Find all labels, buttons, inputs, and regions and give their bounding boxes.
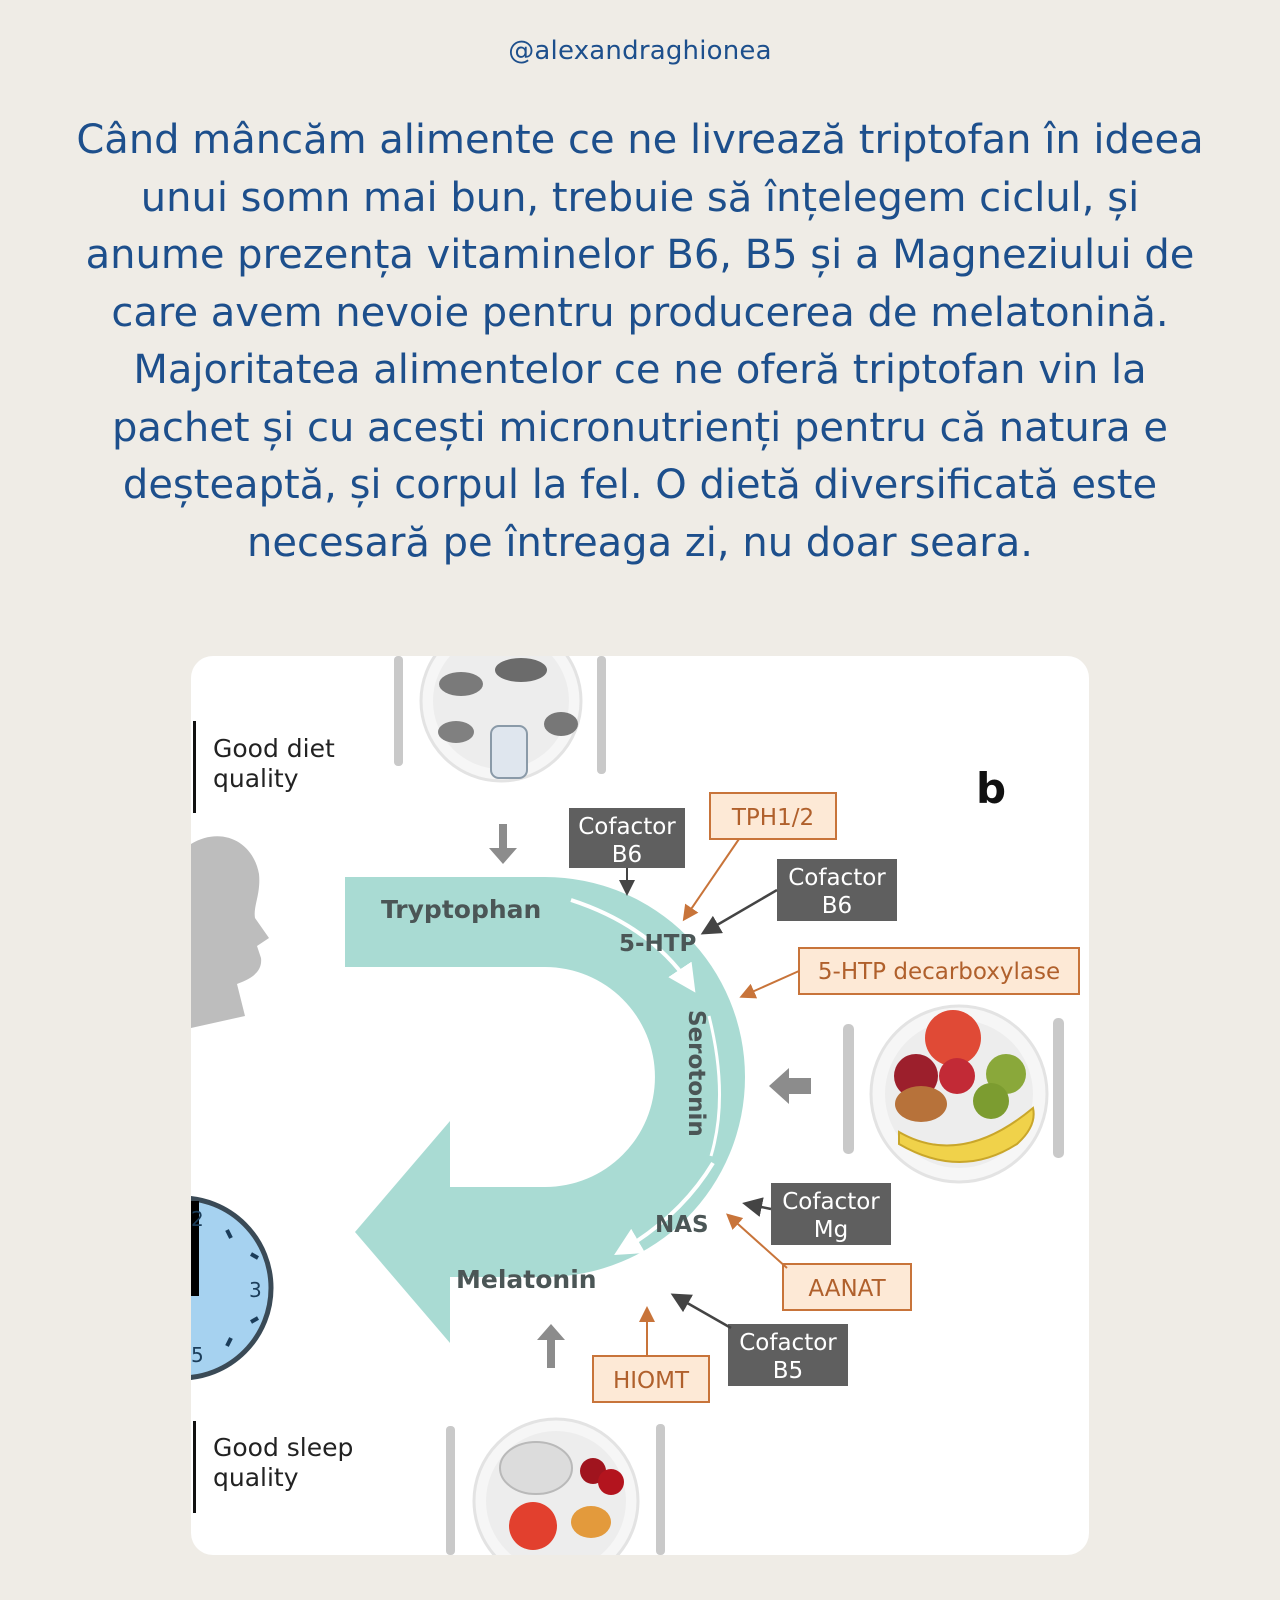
serotonin-label: Serotonin <box>683 1010 709 1137</box>
svg-text:Cofactor: Cofactor <box>578 814 676 840</box>
svg-text:HIOMT: HIOMT <box>612 1368 690 1394</box>
sleep-quality-label-line1: Good sleep <box>213 1433 354 1462</box>
svg-text:AANAT: AANAT <box>808 1276 886 1302</box>
clock-icon <box>191 1198 271 1378</box>
svg-text:Cofactor: Cofactor <box>739 1330 837 1356</box>
svg-text:5-HTP decarboxylase: 5-HTP decarboxylase <box>817 959 1061 985</box>
melatonin-label: Melatonin <box>456 1265 597 1294</box>
diet-intake-arrow-icon <box>489 824 517 864</box>
cofactor-b6-top-box <box>569 808 685 868</box>
sleep-food-intake-arrow-icon <box>537 1324 565 1368</box>
svg-text:Cofactor: Cofactor <box>782 1189 880 1215</box>
fruit-intake-arrow-icon <box>769 1068 811 1104</box>
diet-quality-label-line1: Good diet <box>213 734 335 763</box>
svg-text:Cofactor: Cofactor <box>788 865 886 891</box>
sleep-quality-bar <box>193 1421 196 1513</box>
diet-quality-label-line2: quality <box>213 764 299 793</box>
cofactor-b6-right-box <box>777 859 897 921</box>
head-silhouette-icon <box>191 836 269 1028</box>
tryptophan-melatonin-pathway-diagram <box>191 656 1089 1555</box>
diagram-card <box>191 656 1089 1555</box>
svg-text:TPH1/2: TPH1/2 <box>731 805 815 831</box>
tryptophan-label: Tryptophan <box>381 895 542 924</box>
svg-text:B6: B6 <box>821 893 853 919</box>
sleep-quality-label-line2: quality <box>213 1463 299 1492</box>
hiomt-enzyme-box <box>593 1356 709 1402</box>
cofactor-mg-box <box>771 1183 891 1245</box>
clock-number-5: 5 <box>191 1343 204 1367</box>
decarboxylase-enzyme-box <box>799 948 1079 994</box>
svg-text:B5: B5 <box>772 1358 804 1384</box>
fruit-plate-icon <box>843 1006 1064 1182</box>
svg-text:B6: B6 <box>611 842 643 868</box>
rice-cherry-plate-icon <box>446 1419 665 1555</box>
clock-number-2: 2 <box>191 1207 204 1231</box>
clock-number-3: 3 <box>249 1278 262 1302</box>
aanat-enzyme-box <box>783 1264 911 1310</box>
panel-letter-b: b <box>976 764 1007 813</box>
nas-label: NAS <box>655 1212 709 1238</box>
5htp-label: 5-HTP <box>619 931 697 957</box>
cofactor-b5-box <box>728 1324 848 1386</box>
animal-foods-plate-icon <box>394 656 606 781</box>
author-handle[interactable]: @alexandraghionea <box>508 36 772 66</box>
intro-paragraph: Când mâncăm alimente ce ne livrează triptofan în ideea unui somn mai bun, trebuie să înțelegem ciclul, și anume prezența vitaminelor B6, B5 și a Magneziului de care avem nevoie pentru producerea de melatonină. Majoritatea alimentelor ce ne oferă triptofan vin la pachet și cu acești micronutrienți pentru că natura e deșteaptă, și corpul la fel. O dietă diversificată este necesară pe întreaga zi, nu doar seara. <box>76 117 1204 566</box>
svg-text:Mg: Mg <box>813 1217 849 1243</box>
tph-enzyme-box <box>710 793 836 839</box>
diet-quality-bar <box>193 721 196 813</box>
